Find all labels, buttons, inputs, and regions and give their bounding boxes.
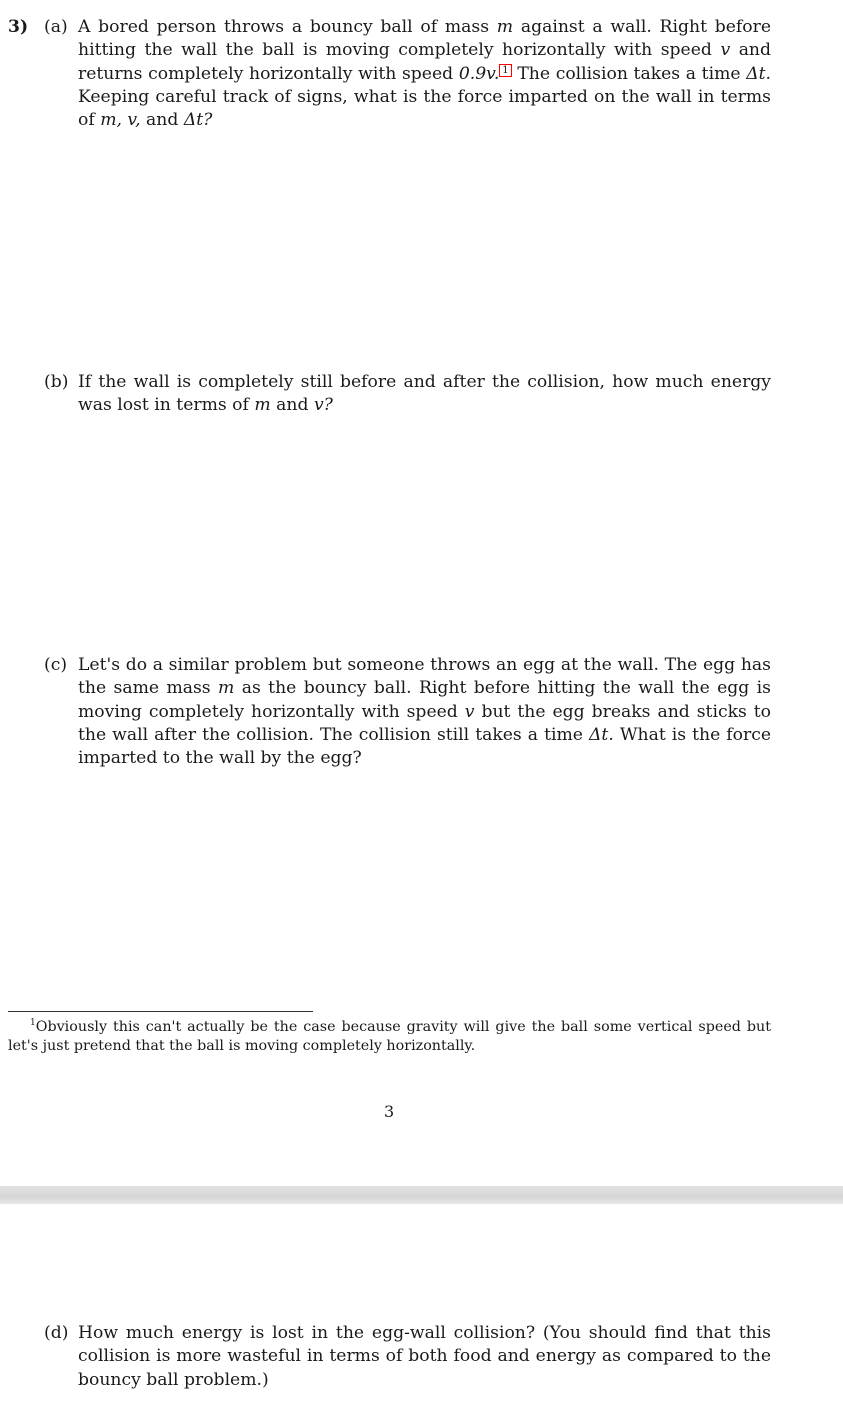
footnote [8,1014,771,1057]
document-page-4 [0,1204,843,1418]
page-number: 3 [384,1102,395,1121]
part-d-text: How much energy is lost in the egg-wall collision? (You should find that this collision is more wasteful in terms of both food and energy as compared to the bouncy ball problem.) [78,1323,771,1390]
footnote-mark: 1 [30,1018,36,1028]
question-number: 3) [8,17,29,37]
part-c-text: Let's do a similar problem but someone throws an egg at the wall. The egg has the same mass m as the bouncy ball. Right before hitting the wall the egg is moving completely horizontally with speed v but the egg breaks and sticks to the wall after the collision. The collision still takes a time Δt. What is the force imparted to the wall by the egg? [78,655,772,769]
footnote-divider [8,1011,313,1012]
part-a-label: (a) [44,17,68,37]
part-d-label: (d) [44,1323,69,1343]
part-c-label: (c) [44,655,68,675]
part-b-label: (b) [44,372,69,392]
page-separator [0,1186,843,1204]
footnote-text: Obviously this can't actually be the case because gravity will give the ball some vertical speed but let's just pretend that the ball is moving completely horizontally. [8,1018,771,1055]
part-b-text: If the wall is completely still before and after the collision, how much energy was lost in terms of m and v? [78,372,771,416]
part-a-text: A bored person throws a bouncy ball of mass m against a wall. Right before hitting the wall the ball is moving completely horizontally with speed v and returns completely horizontally with speed 0.9v. 1 The collision takes a time Δt. Keeping careful track of signs, what is the force imparted on the wall in terms of m, v, and Δt? [78,17,772,131]
footnote-link[interactable]: 1 [499,64,511,77]
